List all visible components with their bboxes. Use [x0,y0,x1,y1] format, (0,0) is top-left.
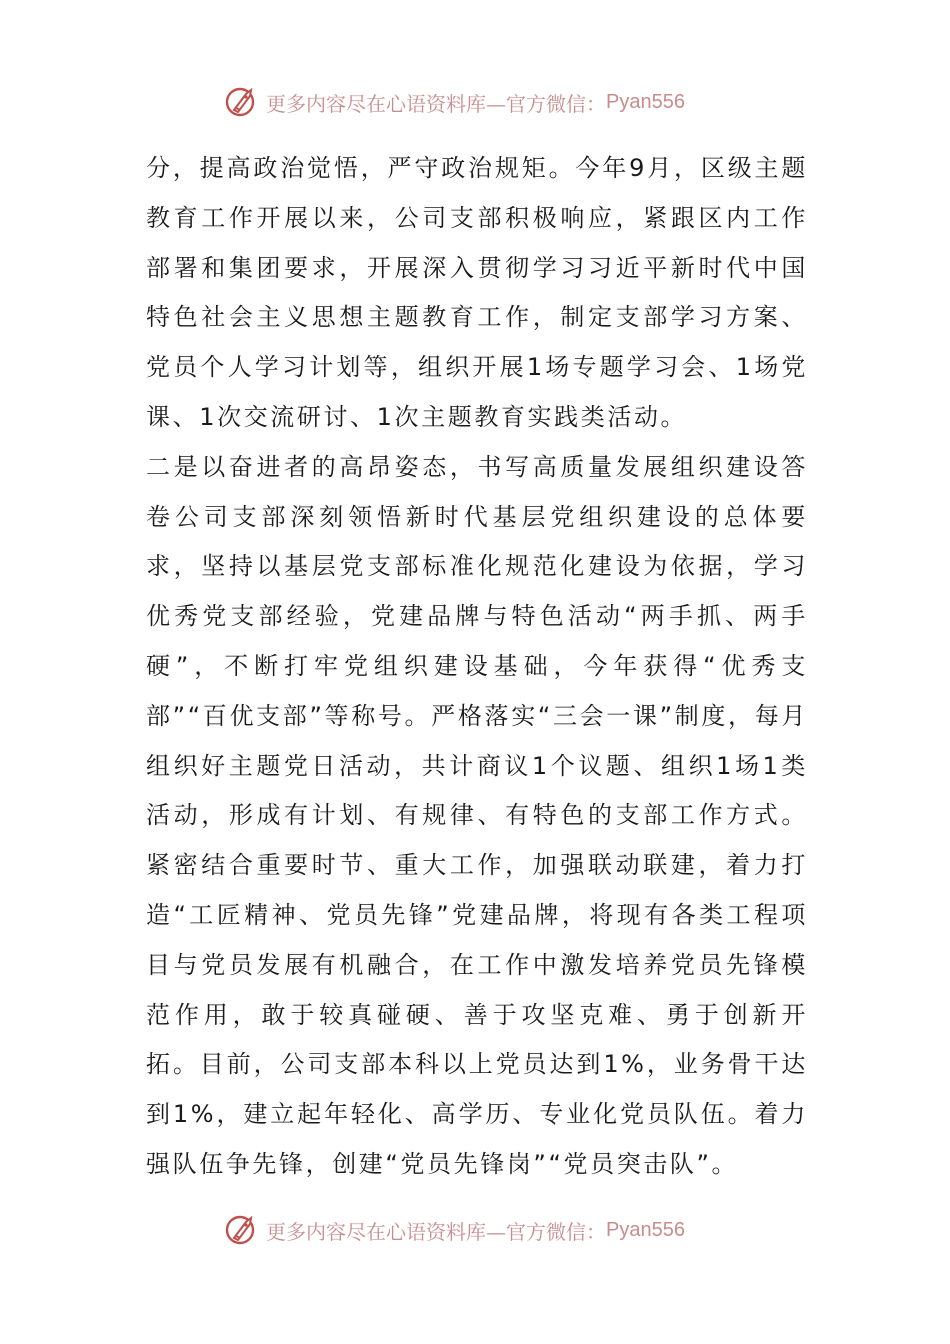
body-paragraph-2: 二是以奋进者的高昂姿态，书写高质量发展组织建设答卷公司支部深刻领悟新时代基层党组织建设的总体要求，坚持以基层党支部标准化规范化建设为依据，学习优秀党支部经验，党建品牌与特色活动“两手抓、两手硬”，不断打牢党组织建设基础，今年获得“优秀支部”“百优支部”等称号。严格落实“三会一课”制度，每月组织好主题党日活动，共计商议1个议题、组织1场1类活动，形成有计划、有规律、有特色的支部工作方式。紧密结合重要时节、重大工作，加强联动联建，着力打造“工匠精神、党员先锋”党建品牌，将现有各类工程项目与党员发展有机融合，在工作中激发培养党员先锋模范作用，敢于较真碰硬、善于攻坚克难、勇于创新开拓。目前，公司支部本科以上党员达到1%，业务骨干达到1%，建立起年轻化、高学历、专业化党员队伍。着力强队伍争先锋，创建“党员先锋岗”“党员突击队”。 [146,452,808,1178]
wechat-id: Pyan556 [606,90,685,113]
banner-slogan: 更多内容尽在心语资料库—官方微信： [266,91,606,116]
pen-nib-circle-icon [224,84,260,120]
footer-banner [224,1208,744,1252]
header-banner [224,80,744,124]
pen-nib-circle-icon [224,1212,260,1248]
banner-slogan: 更多内容尽在心语资料库—官方微信： [266,1219,606,1244]
wechat-id: Pyan556 [606,1218,685,1241]
document-body [146,144,808,1190]
body-paragraph-1: 分，提高政治觉悟，严守政治规矩。今年9月，区级主题教育工作开展以来，公司支部积极响应，紧跟区内工作部署和集团要求，开展深入贯彻学习习近平新时代中国特色社会主义思想主题教育工作，制定支部学习方案、党员个人学习计划等，组织开展1场专题学习会、1场党课、1次交流研讨、1次主题教育实践类活动。 [146,154,808,431]
